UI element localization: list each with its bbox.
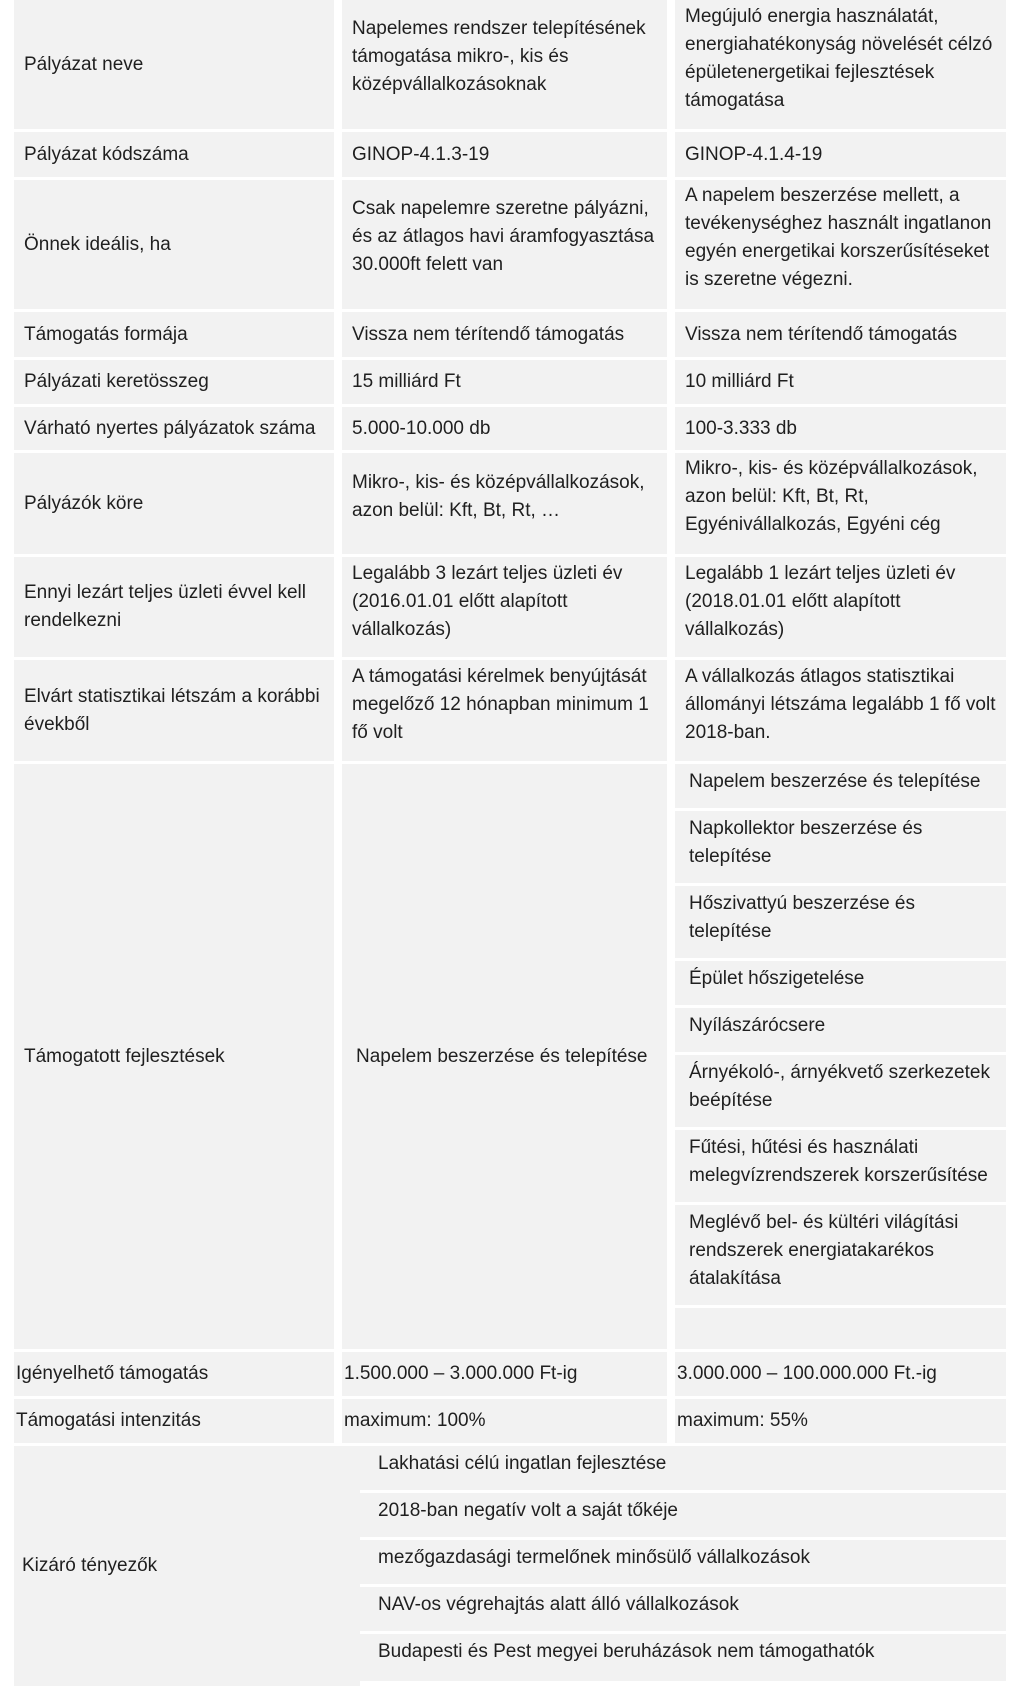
row-label-cell xyxy=(14,0,334,129)
row-label: Igényelhető támogatás xyxy=(16,1363,209,1384)
row-label: Támogatás formája xyxy=(24,323,188,345)
development-list xyxy=(675,764,1006,1349)
ginop-414-value: maximum: 55% xyxy=(677,1410,808,1431)
ginop-414-cell xyxy=(675,453,1006,554)
ginop-414-value: Legalább 1 lezárt teljes üzleti év (2018.01.01 előtt alapított vállalkozás) xyxy=(685,563,956,640)
ginop-413-cell xyxy=(342,0,667,129)
ginop-414-value: GINOP-4.1.4-19 xyxy=(685,143,823,165)
ginop-414-cell xyxy=(675,132,1006,177)
ginop-413-value: GINOP-4.1.3-19 xyxy=(352,143,490,165)
table-row-budget xyxy=(0,360,1013,407)
row-label: Pályázati keretösszeg xyxy=(24,371,209,392)
development-item: Nyílászárócsere xyxy=(675,1008,1006,1055)
row-label-cell xyxy=(14,453,334,554)
ginop-413-value: 5.000-10.000 db xyxy=(352,417,491,439)
row-label: Pályázat kódszáma xyxy=(24,143,189,165)
table-row-name xyxy=(0,0,1013,132)
exclusion-item: NAV-os végrehajtás alatt álló vállalkozások xyxy=(360,1587,1006,1634)
table-row-years xyxy=(0,557,1013,660)
ginop-414-value: 3.000.000 – 100.000.000 Ft.-ig xyxy=(677,1363,937,1384)
ginop-413-cell xyxy=(342,180,667,309)
table-row-developments xyxy=(0,764,1013,1352)
row-label: Pályázat neve xyxy=(24,53,144,75)
row-label-cell xyxy=(14,1352,334,1396)
table-row-intensity xyxy=(0,1399,1013,1446)
development-item: Épület hőszigetelése xyxy=(675,961,1006,1008)
ginop-413-value: Csak napelemre szeretne pályázni, és az átlagos havi áramfogyasztása 30.000ft felett van xyxy=(352,198,655,275)
ginop-414-value: Vissza nem térítendő támogatás xyxy=(685,323,958,345)
development-item: Hőszivattyú beszerzése és telepítése xyxy=(675,886,1006,961)
table-row-applicants xyxy=(0,453,1013,557)
ginop-413-value: 15 milliárd Ft xyxy=(352,371,461,392)
ginop-413-value: A támogatási kérelmek benyújtását megelőző 12 hónapban minimum 1 fő volt xyxy=(352,666,649,743)
ginop-413-cell xyxy=(342,1399,667,1443)
row-label: Várható nyertes pályázatok száma xyxy=(24,417,316,439)
ginop-414-cell xyxy=(675,0,1006,129)
ginop-413-cell xyxy=(342,453,667,554)
exclusion-item: mezőgazdasági termelőnek minősülő vállalkozások xyxy=(360,1540,1006,1587)
development-item: Fűtési, hűtési és használati melegvízrendszerek korszerűsítése xyxy=(675,1130,1006,1205)
ginop-414-cell xyxy=(675,660,1006,761)
ginop-413-cell xyxy=(342,764,667,1349)
table-row-support xyxy=(0,1352,1013,1399)
ginop-413-cell xyxy=(342,660,667,761)
table-row-code xyxy=(0,132,1013,180)
ginop-414-cell xyxy=(675,180,1006,309)
table-row-winners xyxy=(0,407,1013,453)
ginop-414-value: A napelem beszerzése mellett, a tevékenységhez használt ingatlanon egyén energetikai korszerűsítéseket is szeretne végezni. xyxy=(685,185,992,290)
ginop-414-cell xyxy=(675,407,1006,450)
ginop-414-cell xyxy=(675,360,1006,404)
exclusion-item: Budapesti és Pest megyei beruházások nem támogathatók xyxy=(360,1634,1006,1684)
row-label-cell xyxy=(14,1399,334,1443)
ginop-414-value: Megújuló energia használatát, energiahatékonyság növelését célzó épületenergetikai fejlesztések támogatása xyxy=(685,6,993,111)
ginop-414-cell xyxy=(675,557,1006,657)
ginop-413-cell xyxy=(342,312,667,357)
exclusion-item: 2018-ban negatív volt a saját tőkéje xyxy=(360,1493,1006,1540)
ginop-413-value: Napelem beszerzése és telepítése xyxy=(356,1045,648,1067)
table-row-staff xyxy=(0,660,1013,764)
ginop-414-value: 100-3.333 db xyxy=(685,417,797,439)
ginop-413-value: Legalább 3 lezárt teljes üzleti év (2016.01.01 előtt alapított vállalkozás) xyxy=(352,563,623,640)
row-label-cell xyxy=(14,180,334,309)
row-label-cell xyxy=(14,132,334,177)
development-item: Napelem beszerzése és telepítése xyxy=(675,764,1006,811)
row-label-cell xyxy=(14,557,334,657)
ginop-414-value: A vállalkozás átlagos statisztikai állományi létszáma legalább 1 fő volt 2018-ban. xyxy=(685,666,996,743)
ginop-413-cell xyxy=(342,557,667,657)
ginop-413-value: Napelemes rendszer telepítésének támogatása mikro-, kis és középvállalkozásoknak xyxy=(352,18,646,95)
development-item: Napkollektor beszerzése és telepítése xyxy=(675,811,1006,886)
ginop-413-value: 1.500.000 – 3.000.000 Ft-ig xyxy=(344,1363,578,1384)
row-label-cell xyxy=(14,660,334,761)
row-label: Ennyi lezárt teljes üzleti évvel kell rendelkezni xyxy=(24,582,306,631)
row-label: Pályázók köre xyxy=(24,492,144,514)
ginop-414-cell xyxy=(675,1399,1006,1443)
ginop-413-cell xyxy=(342,132,667,177)
table-row-ideal xyxy=(0,180,1013,312)
ginop-413-value: Mikro-, kis- és középvállalkozások, azon belül: Kft, Bt, Rt, … xyxy=(352,472,645,521)
row-label-cell xyxy=(14,360,334,404)
row-label: Elvárt statisztikai létszám a korábbi évekből xyxy=(24,685,320,735)
row-label-cell xyxy=(14,764,334,1349)
ginop-414-value: 10 milliárd Ft xyxy=(685,371,794,392)
ginop-413-cell xyxy=(342,360,667,404)
table-row-exclusions xyxy=(0,1446,1013,1686)
table-row-form xyxy=(0,312,1013,360)
row-label-cell xyxy=(14,407,334,450)
development-item: Meglévő bel- és kültéri világítási rendszerek energiatakarékos átalakítása xyxy=(675,1205,1006,1308)
row-label-cell xyxy=(14,1446,360,1686)
row-label: Önnek ideális, ha xyxy=(24,233,171,255)
ginop-413-cell xyxy=(342,1352,667,1396)
ginop-414-value: Mikro-, kis- és középvállalkozások, azon belül: Kft, Bt, Rt, Egyénivállalkozás, Egyéni cég xyxy=(685,458,978,535)
ginop-413-value: Vissza nem térítendő támogatás xyxy=(352,323,625,345)
development-item-empty xyxy=(675,1308,1006,1352)
ginop-413-value: maximum: 100% xyxy=(344,1410,486,1431)
development-item: Árnyékoló-, árnyékvető szerkezetek beépítése xyxy=(675,1055,1006,1130)
ginop-414-cell xyxy=(675,1352,1006,1396)
exclusion-item: Lakhatási célú ingatlan fejlesztése xyxy=(360,1446,1006,1493)
row-label: Támogatott fejlesztések xyxy=(24,1045,225,1067)
ginop-414-cell xyxy=(675,312,1006,357)
ginop-413-cell xyxy=(342,407,667,450)
row-label: Támogatási intenzitás xyxy=(16,1410,201,1431)
row-label: Kizáró tényezők xyxy=(22,1555,158,1576)
row-label-cell xyxy=(14,312,334,357)
